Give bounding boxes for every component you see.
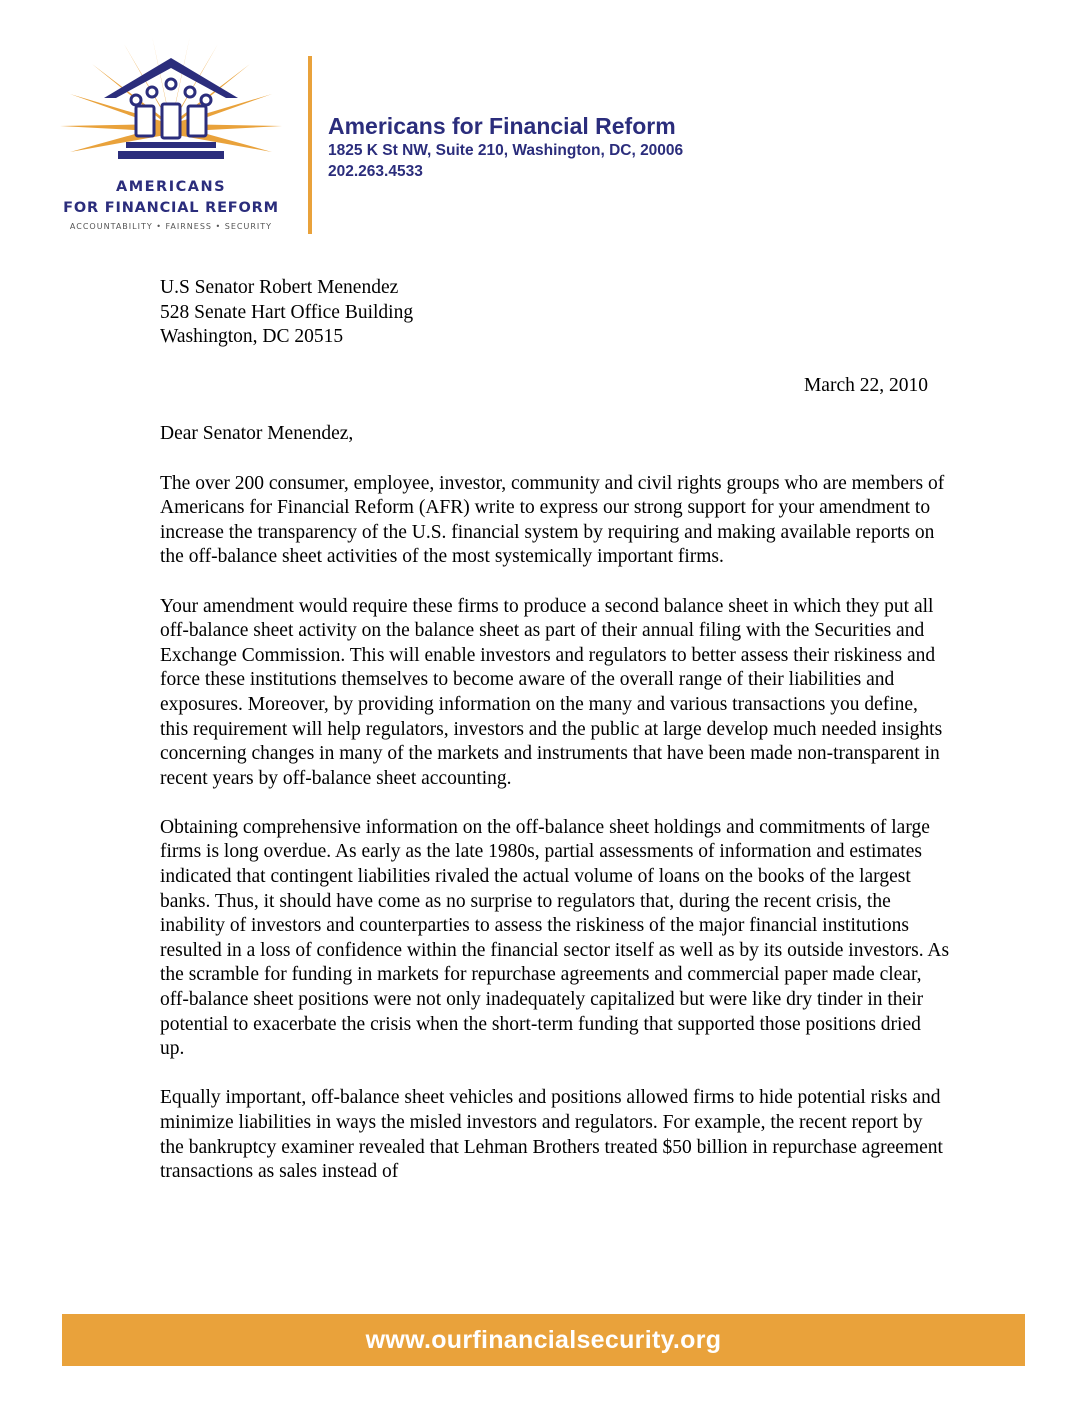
letter-date: March 22, 2010	[803, 374, 928, 396]
logo-emblem-icon	[40, 34, 302, 184]
paragraph: The over 200 consumer, employee, investor, community and civil rights groups who are members of Americans for Financial Reform (AFR) write to express our strong support for your amendment to increase the transparency of the U.S. financial system by requiring and making available reports on the off-balance sheet activities of the most systemically important firms.	[160, 472, 945, 568]
recipient-address	[160, 276, 950, 350]
org-phone: 202.263.4533	[328, 163, 423, 180]
recipient-line: Washington, DC 20515	[160, 326, 344, 348]
letter-body	[160, 276, 950, 1185]
recipient-line: 528 Senate Hart Office Building	[160, 301, 414, 323]
paragraph: Your amendment would require these firms to produce a second balance sheet in which they put all off-balance sheet activity on the balance sheet as part of their annual filing with the Securities and Exchange Commission. This will enable investors and regulators to better assess their riskiness and force these institutions themselves to become aware of the overall range of their liabilities and exposures. Moreover, by providing information on the many and various transactions you define, this requirement will help regulators, investors and the public at large develop much needed insights concerning changes in many of the markets and instruments that have been made non-transparent in recent years by off-balance sheet accounting.	[160, 595, 943, 789]
logo-text-americans: AMERICANS	[115, 179, 227, 195]
recipient-line: U.S Senator Robert Menendez	[160, 277, 399, 298]
footer-banner	[62, 1314, 1025, 1366]
org-name: Americans for Financial Reform	[328, 113, 676, 139]
footer-website-link[interactable]: www.ourfinancialsecurity.org	[365, 1325, 722, 1354]
paragraph: Obtaining comprehensive information on the off-balance sheet holdings and commitments of large firms is long overdue. As early as the late 1980s, partial assessments of information and estimates indicated that contingent liabilities rivaled the actual volume of loans on the books of the largest banks. Thus, it should have come as no surprise to regulators that, during the recent crisis, the inability of investors and counterparties to assess the riskiness of the major financial institutions resulted in a loss of confidence within the financial sector itself as well as by its outside investors. As the scramble for funding in markets for repurchase agreements and commercial paper made clear, off-balance sheet positions were not only inadequately capitalized but were like dry tinder in their potential to exacerbate the crisis when the short-term funding that supported those positions dried up.	[160, 816, 950, 1060]
paragraph: Equally important, off-balance sheet vehicles and positions allowed firms to hide potential risks and minimize liabilities in ways the misled investors and regulators. For example, the recent report by the bankruptcy examiner revealed that Lehman Brothers treated $50 billion in repurchase agreement transactions as sales instead of	[160, 1087, 943, 1183]
organization-logo	[40, 34, 300, 244]
salutation: Dear Senator Menendez,	[160, 423, 354, 445]
logo-text-financial-reform: FOR FINANCIAL REFORM	[63, 200, 279, 216]
letterhead-divider	[308, 56, 312, 234]
org-address: 1825 K St NW, Suite 210, Washington, DC, 20006	[328, 142, 684, 159]
letterhead-org-info	[328, 112, 683, 182]
logo-tagline: ACCOUNTABILITY • FAIRNESS • SECURITY	[69, 222, 273, 231]
